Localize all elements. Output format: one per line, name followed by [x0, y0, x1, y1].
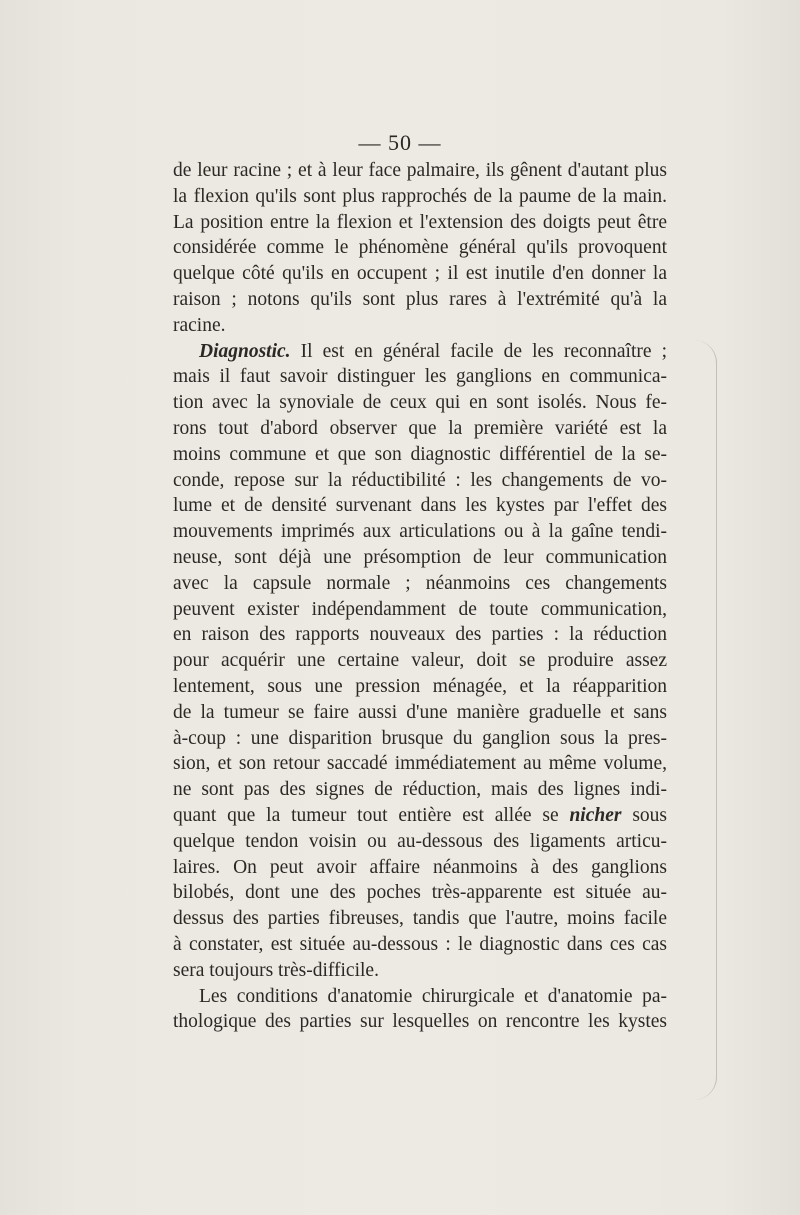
- text-line: quelque côté qu'ils en occupent ; il est inutile d'en donner la: [173, 263, 667, 285]
- text-line: mouvements imprimés aux articulations ou à la gaîne tendi-: [173, 521, 667, 543]
- text-line: racine.: [173, 314, 226, 336]
- text-line: Il est en général facile de les reconnaître ;: [300, 340, 668, 362]
- text-line: quelque tendon voisin ou au-dessous des ligaments articu-: [173, 830, 667, 852]
- text-line: laires. On peut avoir affaire néanmoins à des ganglions: [173, 856, 667, 878]
- text-line: mais il faut savoir distinguer les ganglions en communica-: [173, 366, 667, 388]
- page-number: — 50 —: [358, 130, 442, 155]
- diagnostic-heading: Diagnostic.: [199, 340, 291, 362]
- text-line: de la tumeur se faire aussi d'une manière graduelle et sans: [173, 701, 667, 723]
- text-line: La position entre la flexion et l'extension des doigts peut être: [173, 211, 667, 233]
- text-line: rons tout d'abord observer que la première variété est la: [173, 417, 667, 439]
- text-line: sera toujours très-difficile.: [173, 959, 379, 981]
- body-text: [173, 158, 667, 1035]
- text-line: avec la capsule normale ; néanmoins ces changements: [173, 572, 667, 594]
- text-line: lentement, sous une pression ménagée, et la réapparition: [173, 675, 667, 697]
- text-line: à-coup : une disparition brusque du ganglion sous la pres-: [173, 727, 667, 749]
- text-line: bilobés, dont une des poches très-apparente est située au-: [173, 882, 667, 904]
- nicher-line: [173, 803, 667, 829]
- text-line: peuvent exister indépendamment de toute communication,: [173, 598, 667, 620]
- page-edge-shadow: [694, 340, 717, 1100]
- text-line: sion, et son retour saccadé immédiatement au même volume,: [173, 753, 667, 775]
- text-line: la flexion qu'ils sont plus rapprochés de la paume de la main.: [173, 185, 667, 207]
- text-line: raison ; notons qu'ils sont plus rares à l'extrémité qu'à la: [173, 288, 667, 310]
- diagnostic-paragraph-start: [173, 339, 667, 365]
- text-line: de leur racine ; et à leur face palmaire, ils gênent d'autant plus: [173, 160, 667, 181]
- text-line: Les conditions d'anatomie chirurgicale et d'anatomie pa-: [199, 985, 667, 1007]
- text-line: considérée comme le phénomène général qu'ils provoquent: [173, 237, 667, 259]
- text-line: lume et de densité survenant dans les kystes par l'effet des: [173, 495, 667, 517]
- text-line: conde, repose sur la réductibilité : les changements de vo-: [173, 469, 667, 491]
- text-line: en raison des rapports nouveaux des parties : la réduction: [173, 624, 667, 646]
- nicher-word: nicher: [569, 804, 622, 826]
- sous-word: sous: [632, 804, 667, 826]
- text-line: tion avec la synoviale de ceux qui en sont isolés. Nous fe-: [173, 392, 667, 414]
- text-line: à constater, est située au-dessous : le diagnostic dans ces cas: [173, 933, 667, 955]
- text-line: pour acquérir une certaine valeur, doit se produire assez: [173, 650, 667, 672]
- text-line: dessus des parties fibreuses, tandis que l'autre, moins facile: [173, 908, 667, 930]
- text-line: thologique des parties sur lesquelles on rencontre les kystes: [173, 1011, 667, 1033]
- text-line: moins commune et que son diagnostic différentiel de la se-: [173, 443, 667, 465]
- text-line: ne sont pas des signes de réduction, mais des lignes indi-: [173, 779, 667, 801]
- text-line: neuse, sont déjà une présomption de leur communication: [173, 546, 667, 568]
- text-line: quant que la tumeur tout entière est allée se: [173, 804, 559, 826]
